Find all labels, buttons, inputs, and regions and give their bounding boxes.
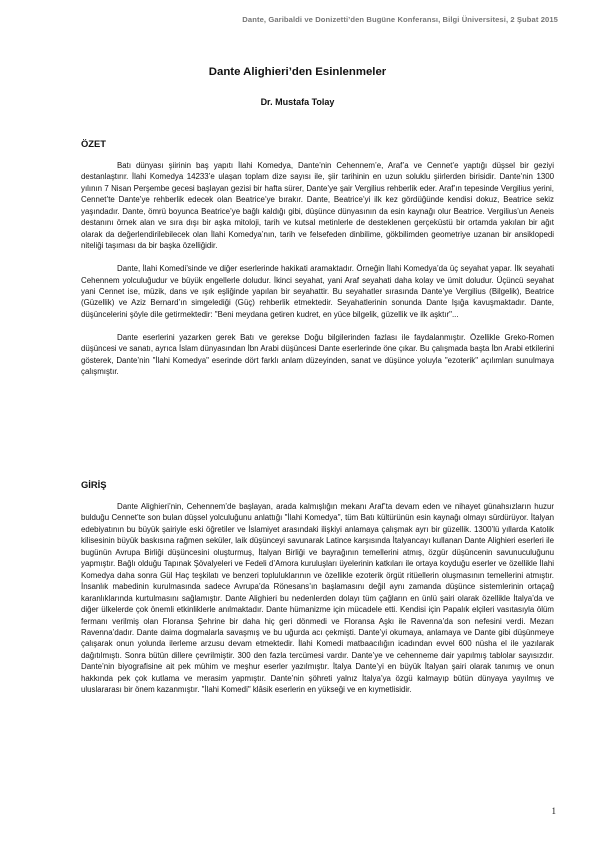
running-header: Dante, Garibaldi ve Donizetti’den Bugüne Konferansı, Bilgi Üniversitesi, 2 Şubat 2015 [242,15,558,24]
giris-section [81,501,554,696]
article-author: Dr. Mustafa Tolay [260,97,335,107]
section-heading-ozet: ÖZET [81,138,106,149]
ozet-paragraph-1: Batı dünyası şiirinin baş yapıtı İlahi Komedya, Dante’nin Cehennem’e, Araf’a ve Cennet’e yaptığı düşsel bir geziyi destanlaştırır. İlahi Komedya 14233’e ulaşan toplam dize sayısı ile, şiir tarihinin en uzun soluklu şiirlerden birisidir. Dante’nin 1300 yılının 7 Nisan Perşembe gecesi başlayan gezisi bir hafta sürer, Dante’ye şair Vergilius rehberlik eder. Araf’ın tepesinde Vergilius yerini, Cennet’te Dante’ye rehberlik edecek olan Beatrice’ye bırakır. Dante, Beatrice’yi ilk kez gördüğünde kendisi dokuz, Beatrice sekiz yaşındadır. Dante, ömrü boyunca Beatrice’ye bağlı kaldığı gibi, düşünce dünyasının da esin kaynağı olur Beatrice. Vergilius’un Aeneis destanını örnek alan ve sıra dışı bir aşka mitoloji, tarih ve kutsal metinlerle de desteklenen gerçeküstü bir ortamda yakılan bir ağıt olarak da değerlendirilebilecek olan İlahi Komedya’nın, tarih ve felsefeden dinbilime, gökbilimden geometriye uzanan bir ansiklopedi niteliği taşıması da bir başka özelliğidir. [81,161,554,251]
article-title: Dante Alighieri’den Esinlenmeler [208,66,387,78]
section-heading-giris: GİRİŞ [81,479,107,490]
ozet-section [81,160,554,378]
ozet-paragraph-3: Dante eserlerini yazarken gerek Batı ve gerekse Doğu bilgilerinden fazlası ile faydalanmıştır. Özellikle Greko-Romen düşüncesi ve sanatı, ayrıca İslam dünyasından İbn Arabi düşüncesi Dante eserlerinde öne çıkar. Bu çalışmada başta İbn Arabi etkilerini gösterek, Dante’nin "İlahi Komedya" eserinde dört farklı anlam düzeyinden, sanat ve düşünce yoluyla "ezoterik" açılımları sunulmaya çalışmıştır. [81,332,554,377]
giris-paragraph-1: Dante Alighieri’nin, Cehennem’de başlayan, arada kalmışlığın mekanı Araf’ta devam eden ve nihayet günahsızların huzur bulduğu Cennet’te son bulan düşsel yolculuğunu anlattığı "İlahi Komedya", tüm Batı kültürünün esin kaynağı olmayı sürdürüyor. İtalyan edebiyatının bu büyük şairiyle eski öğretiler ve İslamiyet arasındaki ilişkiyi anlamaya çalışmak ayrı bir güzellik. 1300’lü yıllarda Katolik kilisesinin büyük baskısına rağmen seküler, laik düşünceyi savunarak Latince karşısında İtalyancayı kullanan Dante Alighieri eserleri ile bugünün Avrupa Birliği düşüncesini oluşturmuş, İtalyan Birliği ve bayrağının temellerini atmış, özgür düşüncenin savunuculuğunu yapmıştır. Bağlı olduğu Tapınak Şövalyeleri ve Fedeli d’Amora kuruluşları üyelerinin katkıları ile ortaya koyduğu eserler ve özellikle İlahi Komedya daha sonra Gül Haç teşkilatı ve benzeri topluluklarının ve özellikle ezoterik örgüt ritüellerin oluşmasının temellerini atmıştır. İnsanlık mabedinin kurulmasında sadece Avrupa’da Rönesans’ın başlamasını değil aynı zamanda düşünce sistemlerinin ortaçağ karanlıklarında kurtulmasını sağlamıştır. Dante Alighieri bu nedenlerden dolayı tüm çağların en ünlü şairi olarak özellikle İtalya’da ve diğer ülkelerde çok önemli etkinliklerle anılmaktadır. Dante hümanizme için mücadele etti. Kendisi için Papalık elçileri vasıtasıyla ölüm fermanı verilmiş olan Floransa Şehrine bir daha hiç geri dönmedi ve Floransa Aşkı ile Ravenna’da son nefesini verdi. Mezarı Ravenna’dadır. Dante daima dogmalarla savaşmış ve bu uğurda acı çekmişti. Dante’yi okumaya, anlamaya ve Dante gibi düşünmeye çalışarak onun yolunda ilerleme arzusu devam etmektedir. İlahi Komedi matbaacılığın icadından evvel 600 nüsha el ile yazılarak dağıtılmıştı. Sonra bütün dillere çevrilmiştir. 300 den fazla tercümesi vardır. Dante’ye ve cehenneme dair yapılmış tablolar sayısızdır. Dante’nin biyografisine ait pek mühim ve meşhur eserler yazılmıştır. İtalya Dante’yi en büyük İtalyan şairi olarak tanımış ve onun hakkında pek çok kutlama ve merasim yapmıştır. Dante’nin şöhreti yalnız İtalya’ya özgü kalmayıp bütün dünyaya yayılmış ve uluslararası bir önem kazanmıştır. "İlahi Komedi" klâsik eserlerin en yükseği ve en kıymetlisidir. [81,502,554,695]
ozet-paragraph-2: Dante, İlahi Komedi’sinde ve diğer eserlerinde hakikati aramaktadır. Örneğin İlahi Komedya’da üç seyahat yapar. İlk seyahati Cehennem yolculuğudur ve büyük engellerle doludur. İkinci seyahat, yani Araf seyahati daha kolay ve ümit doludur. Üçüncü seyahat yani Cennet ise, müzik, dans ve ışık eşliğinde yapılan bir seyahattir. Bu seyahatler sırasında Dante’ye Vergilius (Bilgelik), Beatrice (Güzellik) ve Aziz Bernard’ın simgelediği (Güç) rehberlik etmektedir. Seyahatlerinin sonunda Dante Işığa kavuşmaktadır. Dante, düşüncelerini şöyle dile getirmektedir: "Beni meydana getiren kudret, en yüce bilgelik, güzellik ve ilk aşktır"... [81,264,554,319]
page-number: 1 [551,806,556,816]
